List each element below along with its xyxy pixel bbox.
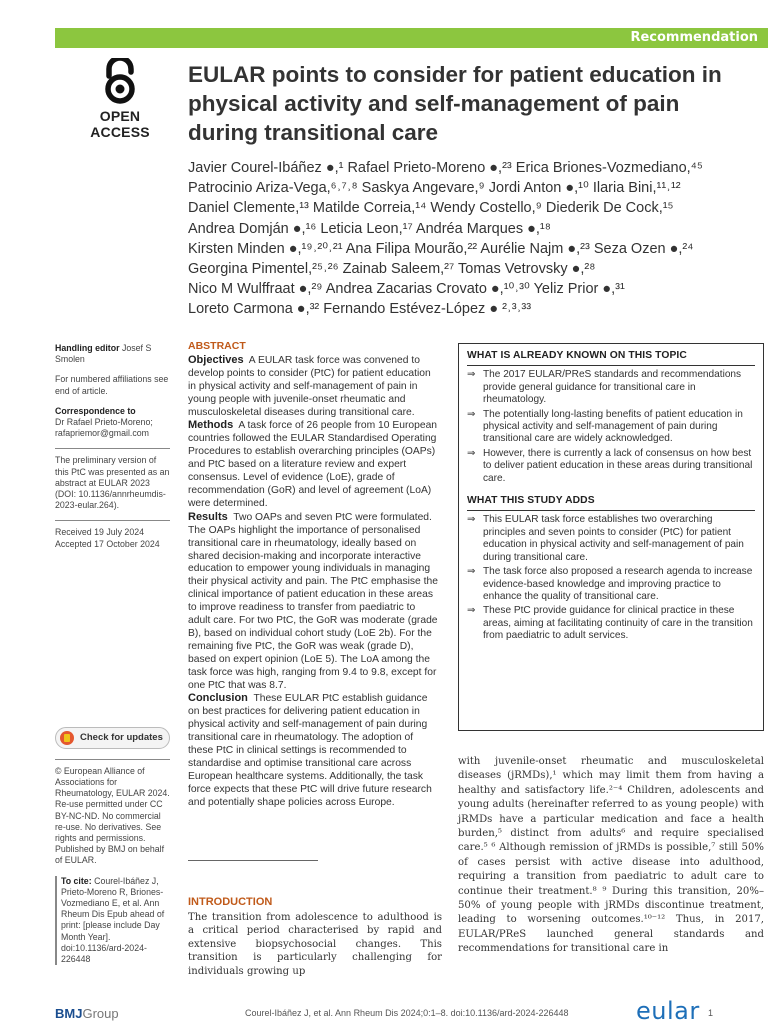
handling-editor-name: Josef S Smolen	[55, 343, 152, 365]
dates	[55, 527, 170, 549]
page-number: 1	[708, 1008, 714, 1018]
article-sidebar	[55, 343, 170, 974]
banner-label: Recommendation	[630, 30, 758, 45]
to-cite-label: To cite:	[61, 875, 92, 886]
accepted-date: Accepted 17 October 2024	[55, 538, 160, 549]
article-title: EULAR points to consider for patient education in physical activity and self-management of pain during transitional care	[188, 62, 722, 145]
objectives-label: Objectives	[188, 353, 244, 366]
adds-heading: WHAT THIS STUDY ADDS	[467, 495, 755, 511]
abstract-methods	[188, 419, 440, 510]
author-line: Patrocinio Ariza-Vega,⁶˒⁷˒⁸ Saskya Angevare,⁹ Jordi Anton ●,¹⁰ Ilaria Bini,¹¹˒¹²	[188, 180, 681, 197]
conclusion-label: Conclusion	[188, 692, 248, 705]
preliminary-note: The preliminary version of this PtC was presented as an abstract at EULAR 2023 (DOI: 10.1136/annrheumdis-2023-eular.264).	[55, 455, 170, 511]
abstract-conclusion	[188, 692, 440, 809]
correspondence-label: Correspondence to	[55, 405, 136, 416]
arrow-icon: ⇒	[467, 447, 476, 459]
abstract-heading: ABSTRACT	[188, 340, 246, 352]
introduction-text: The transition from adolescence to adulthood is a critical period characterised by rapid and extensive biopsychosocial changes. This transition is particularly challenging for individuals growing up	[188, 912, 442, 977]
open-access-logo	[70, 58, 170, 140]
handling-editor	[55, 343, 170, 365]
results-label: Results	[188, 510, 228, 523]
bmj-logo	[55, 1006, 119, 1021]
eular-logo: eular	[636, 997, 700, 1024]
received-date: Received 19 July 2024	[55, 527, 145, 538]
arrow-icon: ⇒	[467, 369, 476, 381]
author-line: Kirsten Minden ●,¹⁹˒²⁰˒²¹ Ana Filipa Mourão,²² Aurélie Najm ●,²³ Seza Ozen ●,²⁴	[188, 240, 694, 257]
check-updates-label: Check for updates	[80, 732, 163, 744]
open-access-icon	[101, 58, 139, 104]
divider	[55, 448, 170, 449]
abstract	[188, 340, 440, 810]
author-line: Andrea Domján ●,¹⁶ Leticia Leon,¹⁷ Andréa Marques ●,¹⁸	[188, 220, 551, 237]
publisher-name: BMJ	[55, 1006, 83, 1021]
divider	[55, 759, 170, 760]
known-item	[467, 409, 755, 446]
adds-item-text: The task force also proposed a research agenda to increase evidence-based knowledge and improving practice to enhance the quality of transitional care.	[483, 566, 753, 602]
introduction-heading: INTRODUCTION	[188, 896, 273, 908]
results-text: Two OAPs and seven PtC were formulated. The OAPs highlight the importance of personalised transitional care in rheumatology, ideally based on shared decision-making and incorporate interactive education to empower young individuals in managing their physical activity and pain. The PtC emphasise the clinical importance of patient education in these areas to improve readiness to transfer from paediatric to adult care. For two PtC, the GoR was moderate (grade B), based on individual cohort study (LoE 2b). For the remaining five PtC, the GoR was weak (grade D), based on expert opinion (LoE 5). The LoA among the task force was high, ranging from 9.4 to 9.8, except for one PtC that was 8.7.	[188, 511, 438, 691]
copyright: © European Alliance of Associations for Rheumatology, EULAR 2024. Re-use permitted under CC BY-NC-ND. No commercial re-use. No derivatives. See rights and permissions. Published by BMJ on behalf of EULAR.	[55, 765, 170, 866]
adds-item-text: These PtC provide guidance for clinical practice in these areas, aiming at facilitating continuity of care in the transition from paediatric to adult services.	[483, 605, 753, 642]
body-text-right: with juvenile-onset rheumatic and musculoskeletal diseases (jRMDs),¹ which may limit them from having a healthy and satisfactory life.²⁻⁴ Children, adolescents and young adults (hereinafter referred to as young people) with jRMDs have a particular medication and face a health burden,⁵ distinct from adults⁶ and require specialised care.⁵ ⁶ Although remission of jRMDs is possible,⁷ still 50% of cases persist with active disease into adulthood, requiring a transition from paediatric to adult care to continue their treatment.⁸ ⁹ During this transition, 20%–50% of young people with jRMDs discontinue treatment, leading to worsening outcomes.¹⁰⁻¹² Thus, in 2017, EULAR/PReS launched general standards and recommendations for transitional care in	[458, 756, 764, 955]
methods-label: Methods	[188, 419, 234, 432]
publisher-suffix: Group	[82, 1006, 119, 1021]
known-item-text: The 2017 EULAR/PReS standards and recommendations provide general guidance for transitional care in rheumatology.	[483, 369, 742, 406]
spacer	[55, 559, 170, 727]
arrow-icon: ⇒	[467, 514, 476, 526]
to-cite-text: Courel-Ibáñez J, Prieto-Moreno R, Briones-Vozmediano E, et al. Ann Rheum Dis Epub ahead of print: [please include Day Month Year]. doi:10.1136/ard-2024-226448	[61, 875, 165, 965]
arrow-icon: ⇒	[467, 408, 476, 420]
key-messages-box	[458, 343, 764, 731]
update-badge-icon	[60, 731, 74, 745]
author-line: Javier Courel-Ibáñez ●,¹ Rafael Prieto-Moreno ●,²³ Erica Briones-Vozmediano,⁴⁵	[188, 160, 703, 176]
arrow-icon: ⇒	[467, 566, 476, 578]
correspondence-text[interactable]: Dr Rafael Prieto-Moreno; rafapriemor@gmail.com	[55, 417, 153, 439]
to-cite	[55, 876, 170, 966]
handling-editor-label: Handling editor	[55, 343, 120, 353]
known-item-text: The potentially long-lasting benefits of patient education in physical activity and self-management of pain during transitional care are widely acknowledged.	[483, 408, 743, 445]
check-for-updates-button[interactable]	[55, 727, 170, 749]
adds-item-text: This EULAR task force establishes two overarching principles and seven points to consider (PtC) for patient education in physical activity and self-management of pain during transitional care.	[483, 514, 744, 563]
author-line: Loreto Carmona ●,³² Fernando Estévez-López ● ²˒³˒³³	[188, 301, 532, 318]
known-item-text: However, there is currently a lack of consensus on how best to deliver patient education in these areas during transitional care.	[483, 447, 753, 484]
divider	[55, 520, 170, 521]
author-line: Nico M Wulffraat ●,²⁹ Andrea Zacarias Crovato ●,¹⁰˒³⁰ Yeliz Prior ●,³¹	[188, 281, 625, 298]
author-line: Georgina Pimentel,²⁵˒²⁶ Zainab Saleem,²⁷ Tomas Vetrovsky ●,²⁸	[188, 261, 596, 278]
known-item	[467, 448, 755, 485]
objectives-text: A EULAR task force was convened to develop points to consider (PtC) for patient education in physical activity and self-management of pain in young people with juvenile-onset rheumatic and musculoskeletal diseases during transitional care.	[188, 354, 431, 418]
known-item	[467, 369, 755, 406]
adds-item	[467, 566, 755, 603]
footer-citation: Courel-Ibáñez J, et al. Ann Rheum Dis 2024;0:1–8. doi:10.1136/ard-2024-226448	[245, 1008, 569, 1018]
arrow-icon: ⇒	[467, 605, 476, 617]
affiliations-note: For numbered affiliations see end of article.	[55, 374, 169, 396]
section-banner	[55, 28, 768, 48]
open-access-label: OPEN ACCESS	[90, 108, 150, 140]
author-list	[188, 158, 748, 320]
abstract-results	[188, 511, 440, 693]
divider	[188, 860, 318, 861]
abstract-objectives	[188, 354, 440, 420]
author-line: Daniel Clemente,¹³ Matilde Correia,¹⁴ Wendy Costello,⁹ Diederik De Cock,¹⁵	[188, 200, 674, 217]
correspondence	[55, 406, 170, 440]
conclusion-text: These EULAR PtC establish guidance on best practices for delivering patient education in physical activity and self-management of pain during transitional care in rheumatology. The adoption of these PtC in clinical settings is recommended to standardise and optimise transitional care across European healthcare systems. Additionally, the task force expects that these PtC will drive future research and potentially shape policies across Europe.	[188, 693, 432, 808]
methods-text: A task force of 26 people from 10 European countries followed the EULAR Standardised Operating Procedures to establish overarching principles (OAPs) and PtC based on a literature review and expert consensus. Level of evidence (LoE), grade of recommendation (GoR) and level of agreement (LoA) were determined.	[188, 420, 438, 509]
adds-item	[467, 514, 755, 564]
adds-item	[467, 605, 755, 642]
known-heading: WHAT IS ALREADY KNOWN ON THIS TOPIC	[467, 350, 755, 366]
